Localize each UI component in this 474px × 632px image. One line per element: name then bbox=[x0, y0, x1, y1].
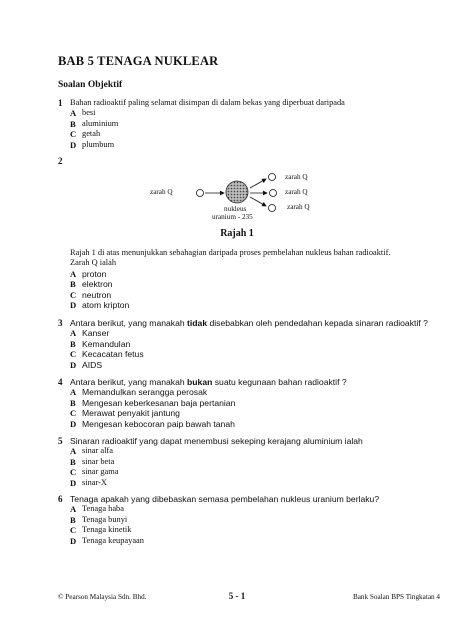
question-text-pre: Antara berikut, yang manakah bbox=[70, 377, 188, 387]
footer-copyright: © Pearson Malaysia Sdn. Bhd. bbox=[58, 593, 147, 601]
question-text-pre: Antara berikut, yang manakah bbox=[70, 318, 188, 328]
incoming-particle bbox=[197, 190, 204, 197]
option-text: Merawat penyakit jantung bbox=[82, 408, 180, 419]
option-letter: A bbox=[70, 504, 77, 515]
outgoing-particle-2 bbox=[270, 190, 277, 197]
footer-book-title: Bank Soalan BPS Tingkatan 4 bbox=[352, 593, 440, 601]
option-letter: D bbox=[70, 418, 77, 429]
option-d[interactable] bbox=[70, 140, 438, 150]
outgoing-arrow-1 bbox=[250, 179, 266, 188]
option-letter: D bbox=[70, 535, 77, 546]
option-letter: A bbox=[70, 268, 77, 279]
option-c[interactable] bbox=[70, 349, 438, 359]
question-1 bbox=[58, 98, 438, 150]
question-number: 4 bbox=[58, 377, 63, 387]
question-text: Sinaran radioaktif yang dapat menembusi sekeping kerajang aluminium ialah bbox=[70, 436, 363, 446]
option-b[interactable] bbox=[70, 119, 438, 129]
footer-page-number: 5 - 1 bbox=[228, 591, 246, 601]
option-a[interactable] bbox=[70, 328, 438, 338]
option-text: Tenaga keupayaan bbox=[82, 535, 144, 545]
option-letter: D bbox=[70, 477, 77, 488]
option-letter: C bbox=[70, 289, 77, 300]
option-text: aluminium bbox=[82, 118, 119, 128]
question-number: 1 bbox=[58, 98, 63, 108]
option-text: sinar beta bbox=[82, 456, 115, 466]
option-a[interactable] bbox=[70, 108, 438, 118]
label-nucleus-2: uranium - 235 bbox=[212, 213, 253, 221]
option-text: Tenaga kinetik bbox=[82, 525, 132, 535]
emphasis-word: tidak bbox=[187, 318, 208, 328]
option-text: Kemandulan bbox=[82, 338, 131, 349]
option-b[interactable] bbox=[70, 279, 440, 289]
option-text: Tenaga bunyi bbox=[82, 514, 128, 524]
option-text: AIDS bbox=[82, 359, 103, 370]
option-c[interactable] bbox=[70, 467, 438, 477]
question-number: 3 bbox=[58, 318, 63, 328]
question-text-post: suatu kegunaan bahan radioaktif ? bbox=[212, 377, 347, 387]
option-letter: C bbox=[70, 349, 77, 360]
question-text bbox=[70, 318, 438, 328]
option-text: elektron bbox=[82, 279, 113, 290]
label-out-2: zarah Q bbox=[285, 188, 308, 196]
option-letter: D bbox=[70, 359, 77, 370]
option-letter: B bbox=[70, 514, 76, 525]
option-c[interactable] bbox=[70, 525, 438, 535]
option-c[interactable] bbox=[70, 408, 438, 418]
option-letter: D bbox=[70, 139, 77, 150]
option-text: proton bbox=[82, 268, 107, 279]
option-c[interactable] bbox=[70, 290, 440, 300]
option-text: Mengesan keberkesanan baja pertanian bbox=[82, 397, 236, 408]
option-d[interactable] bbox=[70, 360, 438, 370]
option-d[interactable] bbox=[70, 478, 438, 488]
option-b[interactable] bbox=[70, 398, 438, 408]
question-text: Rajah 1 di atas menunjukkan sebahagian daripada proses pembelahan nukleus bahan radioaktif. bbox=[70, 248, 391, 257]
option-text: sinar alfa bbox=[82, 446, 113, 456]
option-d[interactable] bbox=[70, 300, 440, 310]
question-number: 5 bbox=[58, 436, 63, 446]
option-letter: B bbox=[70, 279, 76, 290]
option-letter: B bbox=[70, 456, 76, 467]
chapter-title: BAB 5 TENAGA NUKLEAR bbox=[58, 54, 219, 68]
question-text bbox=[70, 377, 438, 387]
option-b[interactable] bbox=[70, 457, 438, 467]
option-b[interactable] bbox=[70, 339, 438, 349]
option-text: atom kripton bbox=[82, 300, 130, 311]
option-letter: B bbox=[70, 397, 76, 408]
option-text: neutron bbox=[82, 289, 112, 300]
section-heading: Soalan Objektif bbox=[58, 80, 123, 90]
option-letter: C bbox=[70, 408, 77, 419]
option-a[interactable] bbox=[70, 387, 438, 397]
option-text: sinar-X bbox=[82, 477, 107, 487]
option-a[interactable] bbox=[70, 446, 438, 456]
option-letter: B bbox=[70, 118, 76, 129]
option-letter: A bbox=[70, 387, 77, 398]
option-text: getah bbox=[82, 129, 101, 139]
option-a[interactable] bbox=[70, 504, 438, 514]
option-text: sinar gama bbox=[82, 467, 119, 477]
option-letter: C bbox=[70, 525, 77, 536]
outgoing-particle-1 bbox=[269, 174, 276, 181]
option-d[interactable] bbox=[70, 419, 438, 429]
outgoing-arrow-3 bbox=[250, 197, 266, 206]
question-6 bbox=[58, 494, 438, 546]
label-out-1: zarah Q bbox=[285, 173, 308, 181]
option-letter: A bbox=[70, 108, 77, 119]
question-3 bbox=[58, 318, 438, 370]
option-letter: A bbox=[70, 328, 77, 339]
label-incoming: zarah Q bbox=[150, 188, 173, 196]
option-d[interactable] bbox=[70, 536, 438, 546]
question-2 bbox=[58, 156, 438, 166]
option-text: besi bbox=[82, 108, 96, 118]
question-4 bbox=[58, 377, 438, 429]
label-nucleus: nukleus bbox=[224, 205, 247, 213]
question-5 bbox=[58, 436, 438, 488]
uranium-nucleus bbox=[226, 181, 248, 203]
fission-diagram bbox=[140, 166, 340, 226]
question-prompt: Zarah Q ialah bbox=[70, 258, 117, 268]
label-out-3: zarah Q bbox=[287, 203, 310, 211]
option-c[interactable] bbox=[70, 129, 438, 139]
question-number: 2 bbox=[58, 156, 63, 166]
figure-caption: Rajah 1 bbox=[220, 228, 254, 239]
question-text: Bahan radioaktif paling selamat disimpan di dalam bekas yang diperbuat daripada bbox=[70, 98, 345, 107]
option-letter: D bbox=[70, 300, 77, 311]
option-text: Mengesan kebocoran paip bawah tanah bbox=[82, 418, 235, 429]
option-letter: A bbox=[70, 446, 77, 457]
option-b[interactable] bbox=[70, 515, 438, 525]
question-number: 6 bbox=[58, 494, 63, 504]
question-text-post: disebabkan oleh pendedahan kepada sinaran radioaktif ? bbox=[207, 318, 428, 328]
option-text: Kecacatan fetus bbox=[82, 349, 144, 360]
option-a[interactable] bbox=[70, 269, 440, 279]
question-text: Tenaga apakah yang dibebaskan semasa pembelahan nukleus uranium berlaku? bbox=[70, 494, 380, 504]
question-2-body bbox=[70, 248, 440, 310]
option-text: Memandulkan serangga perosak bbox=[82, 387, 208, 398]
option-letter: C bbox=[70, 467, 77, 478]
emphasis-word: bukan bbox=[187, 377, 213, 387]
outgoing-particle-3 bbox=[269, 205, 276, 212]
option-letter: C bbox=[70, 129, 77, 140]
option-text: Kanser bbox=[82, 328, 110, 339]
option-text: Tenaga haba bbox=[82, 504, 124, 514]
option-text: plumbum bbox=[82, 139, 115, 149]
option-letter: B bbox=[70, 338, 76, 349]
